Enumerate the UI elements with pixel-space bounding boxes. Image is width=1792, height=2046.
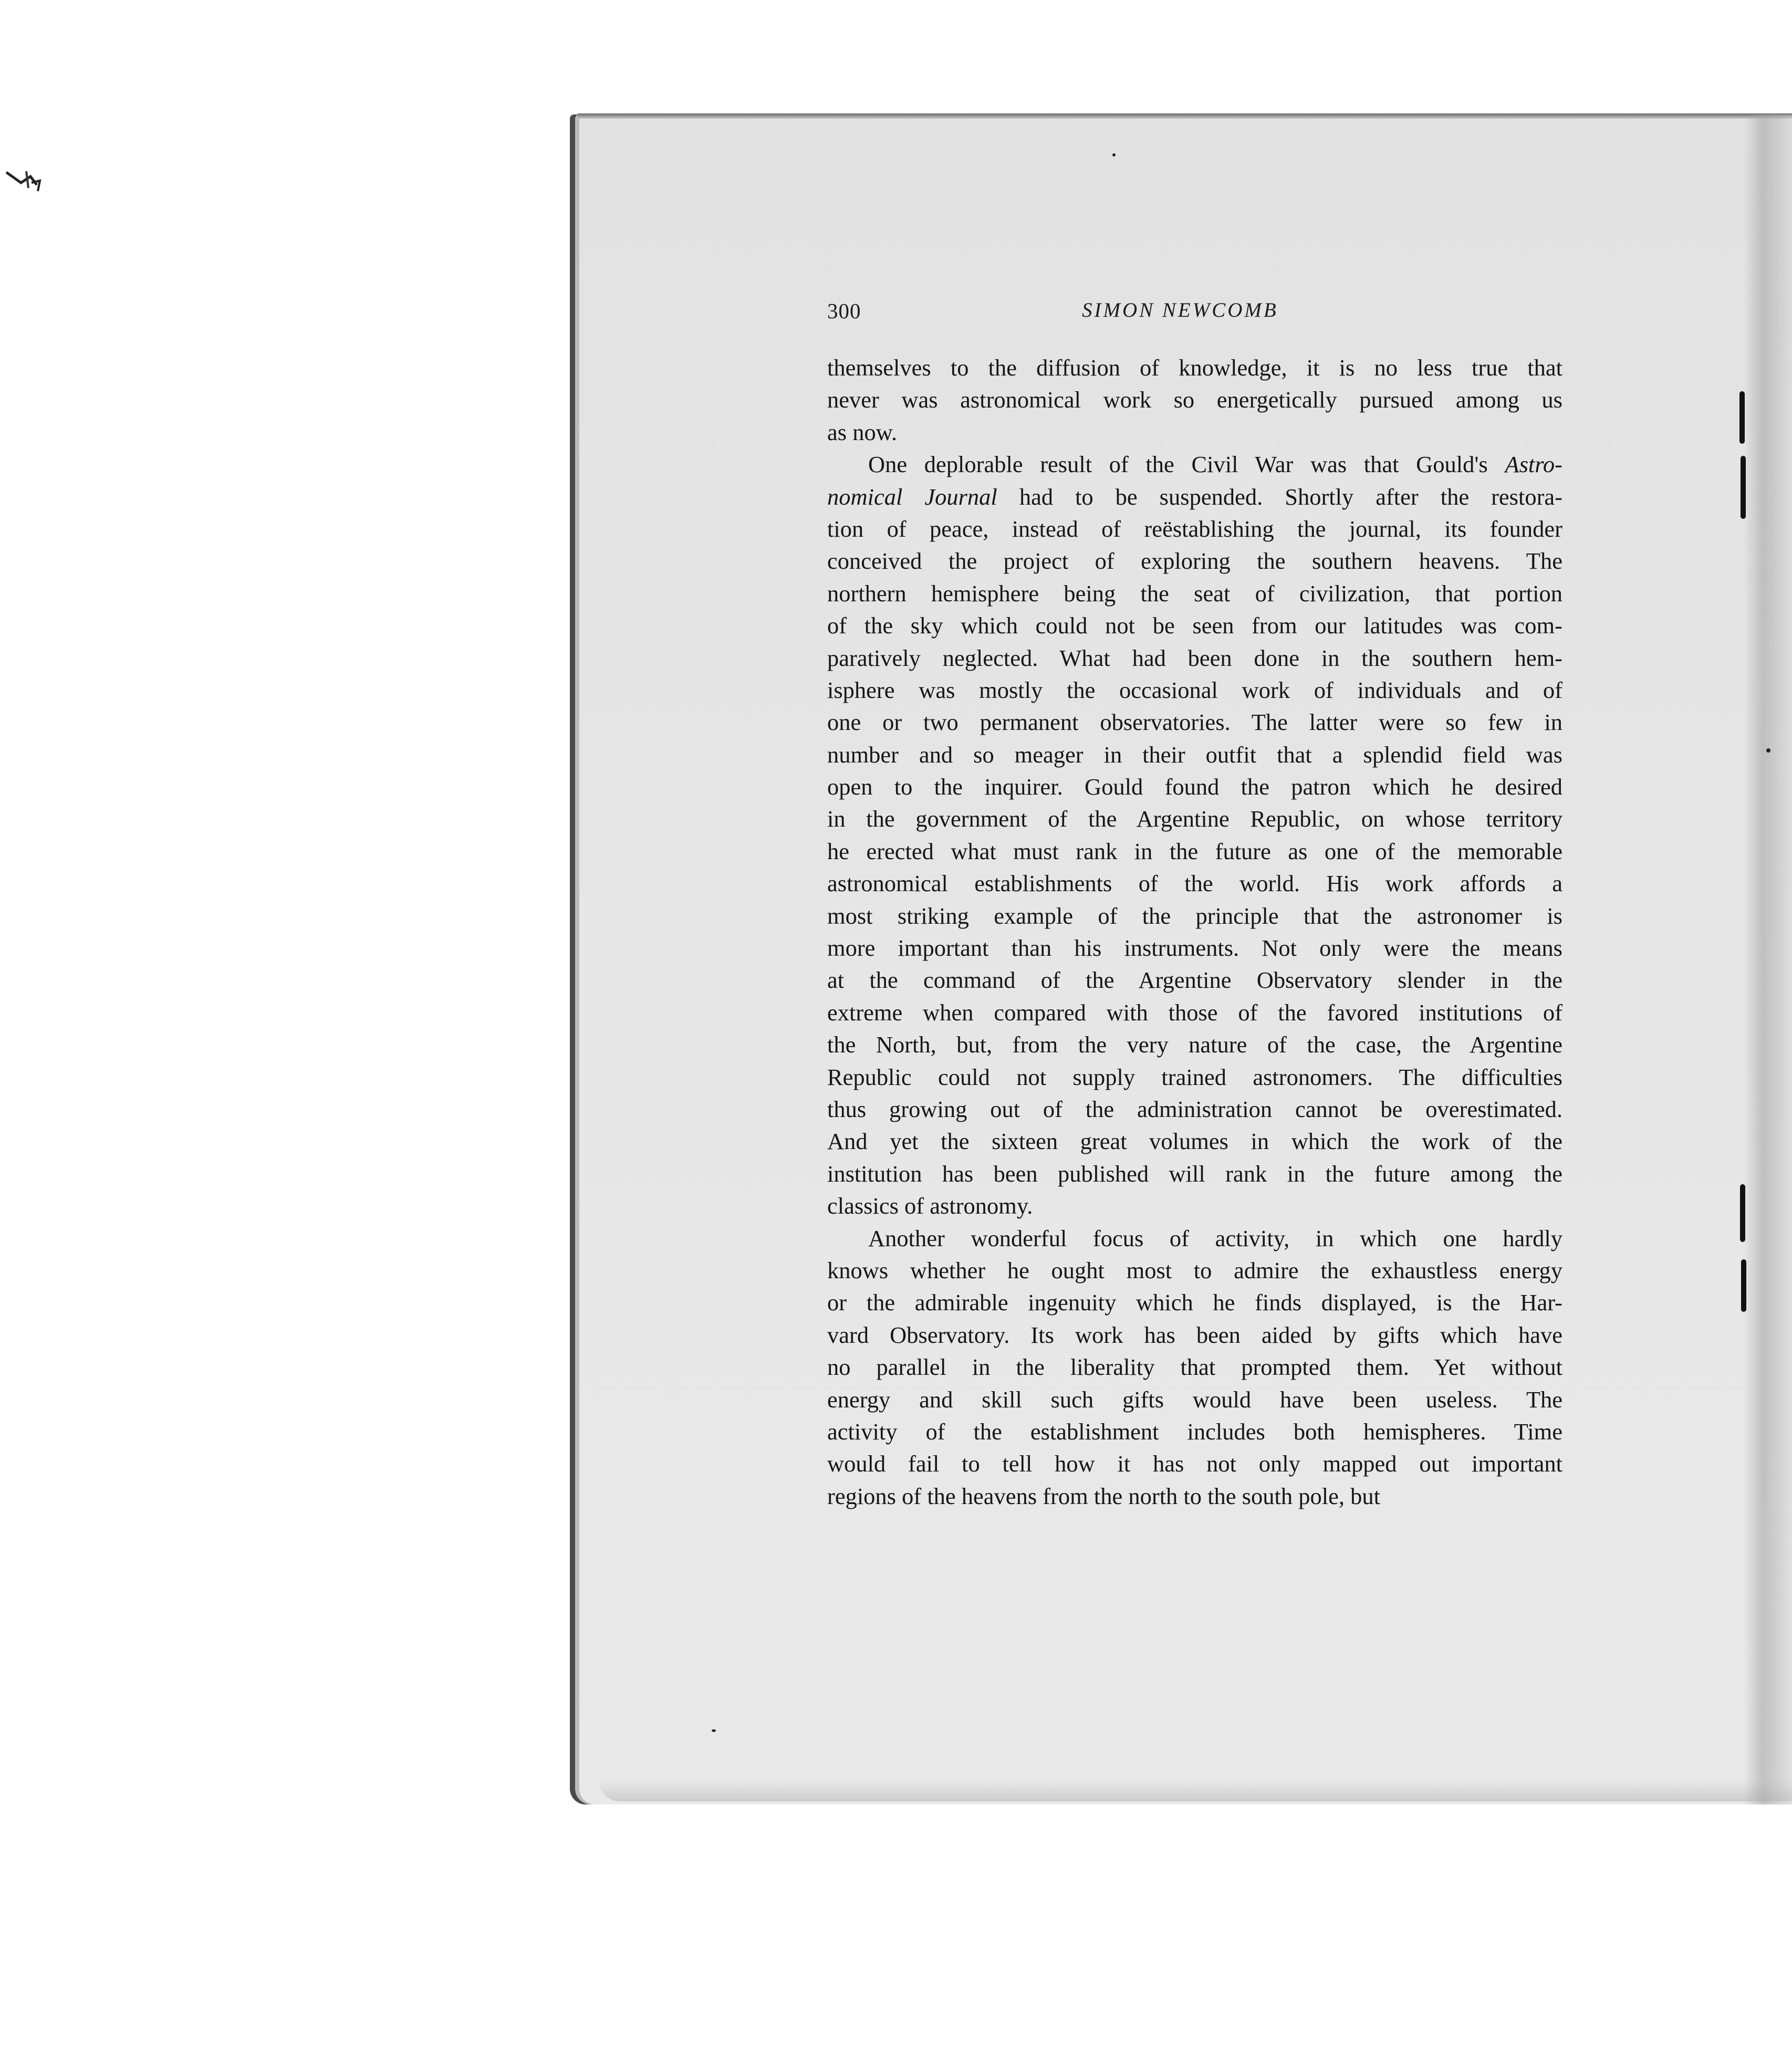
text-line — [827, 1029, 1562, 1061]
text-segment: astronomical establishments of the world. His work affords a — [827, 870, 1562, 897]
text-segment: conceived the project of exploring the southern heavens. The — [827, 548, 1562, 575]
text-line — [827, 1158, 1562, 1190]
text-line — [827, 1319, 1562, 1351]
scan-speck — [1112, 153, 1116, 156]
text-segment: extreme when compared with those of the favored institutions of — [827, 999, 1562, 1026]
text-segment: thus growing out of the administration cannot be overestimated. — [827, 1095, 1562, 1122]
text-segment: as now. — [827, 419, 898, 445]
text-segment: had to be suspended. Shortly after the restora- — [997, 483, 1562, 510]
page-bottom-shadow — [599, 1780, 1792, 1801]
text-line — [827, 1255, 1562, 1287]
text-segment: classics of astronomy. — [827, 1193, 1033, 1219]
text-line — [827, 771, 1562, 803]
text-segment: knows whether he ought most to admire the exhaustless energy — [827, 1257, 1562, 1283]
text-segment: activity of the establishment includes both hemispheres. Time — [827, 1418, 1562, 1445]
running-head — [827, 298, 1562, 330]
text-segment: energy and skill such gifts would have been useless. The — [827, 1386, 1562, 1413]
text-line — [827, 739, 1562, 771]
text-segment: never was astronomical work so energetically pursued among us — [827, 387, 1562, 413]
text-line — [827, 578, 1562, 610]
text-line — [827, 448, 1562, 481]
text-segment: more important than his instruments. Not only were the means — [827, 935, 1562, 962]
text-line — [827, 706, 1562, 738]
italic-text: nomical Journal — [827, 483, 997, 510]
text-segment: northern hemisphere being the seat of civilization, that portion — [827, 580, 1562, 607]
text-line — [827, 1125, 1562, 1157]
text-segment: paratively neglected. What had been done in the southern hem- — [827, 644, 1562, 671]
text-line — [827, 900, 1562, 932]
text-segment: at the command of the Argentine Observatory slender in the — [827, 967, 1562, 994]
text-line — [827, 513, 1562, 545]
text-segment: number and so meager in their outfit that a splendid field was — [827, 741, 1562, 768]
text-segment: And yet the sixteen great volumes in which the work of the — [827, 1128, 1562, 1155]
text-line — [827, 610, 1562, 642]
running-title: SIMON NEWCOMB — [1082, 299, 1278, 321]
text-line — [827, 997, 1562, 1029]
text-line — [827, 868, 1562, 900]
scan-speck — [712, 1729, 716, 1732]
text-line — [827, 545, 1562, 577]
text-segment: vard Observatory. Its work has been aided by gifts which have — [827, 1321, 1562, 1348]
text-segment: isphere was mostly the occasional work of individuals and of — [827, 676, 1562, 703]
text-line — [827, 1416, 1562, 1448]
text-segment: in the government of the Argentine Republic, on whose territory — [827, 806, 1562, 832]
paragraph — [827, 1223, 1562, 1513]
text-line — [827, 1093, 1562, 1125]
text-segment: most striking example of the principle that the astronomer is — [827, 902, 1562, 929]
binding-mark — [1741, 1259, 1746, 1312]
text-segment: one or two permanent observatories. The latter were so few in — [827, 709, 1562, 736]
text-segment: the North, but, from the very nature of the case, the Argentine — [827, 1031, 1562, 1058]
binding-mark — [1739, 391, 1745, 444]
text-segment: Another wonderful focus of activity, in which one hardly — [868, 1225, 1562, 1251]
text-line — [827, 416, 1562, 448]
text-segment: Republic could not supply trained astronomers. The difficulties — [827, 1063, 1562, 1090]
text-segment: would fail to tell how it has not only mapped out important — [827, 1450, 1562, 1477]
paragraph — [827, 448, 1562, 1222]
page-number: 300 — [827, 299, 861, 323]
gutter-shadow — [1744, 114, 1792, 1804]
body-text — [827, 352, 1562, 1512]
scan-corner-mark — [5, 167, 42, 199]
text-line — [827, 1448, 1562, 1480]
text-segment: One deplorable result of the Civil War was that Gould's — [868, 451, 1505, 478]
text-line — [827, 964, 1562, 996]
text-line — [827, 384, 1562, 416]
italic-text: Astro- — [1505, 451, 1562, 478]
text-line — [827, 674, 1562, 706]
text-line — [827, 1287, 1562, 1319]
text-segment: institution has been published will rank in the future among the — [827, 1160, 1562, 1187]
binding-mark — [1741, 456, 1746, 519]
binding-mark — [1740, 1184, 1745, 1242]
text-segment: he erected what must rank in the future as one of the memorable — [827, 838, 1562, 864]
paragraph — [827, 352, 1562, 448]
text-line — [827, 1190, 1562, 1222]
text-line — [827, 352, 1562, 384]
text-line — [827, 1061, 1562, 1093]
text-segment: open to the inquirer. Gould found the patron which he desired — [827, 774, 1562, 800]
scan-speck — [1766, 748, 1770, 753]
text-line — [827, 1480, 1562, 1512]
page-top-edge — [578, 113, 1792, 119]
text-segment: tion of peace, instead of reëstablishing the journal, its founder — [827, 515, 1562, 542]
text-line — [827, 481, 1562, 513]
text-segment: regions of the heavens from the north to the south pole, but — [827, 1483, 1380, 1509]
text-segment: no parallel in the liberality that prompted them. Yet without — [827, 1354, 1562, 1381]
text-segment: or the admirable ingenuity which he finds displayed, is the Har- — [827, 1289, 1562, 1316]
text-line — [827, 1351, 1562, 1383]
text-line — [827, 836, 1562, 868]
text-line — [827, 1384, 1562, 1416]
text-line — [827, 1223, 1562, 1255]
text-line — [827, 642, 1562, 674]
text-line — [827, 932, 1562, 964]
text-segment: themselves to the diffusion of knowledge, it is no less true that — [827, 354, 1562, 381]
text-segment: of the sky which could not be seen from our latitudes was com- — [827, 612, 1562, 639]
text-line — [827, 803, 1562, 835]
